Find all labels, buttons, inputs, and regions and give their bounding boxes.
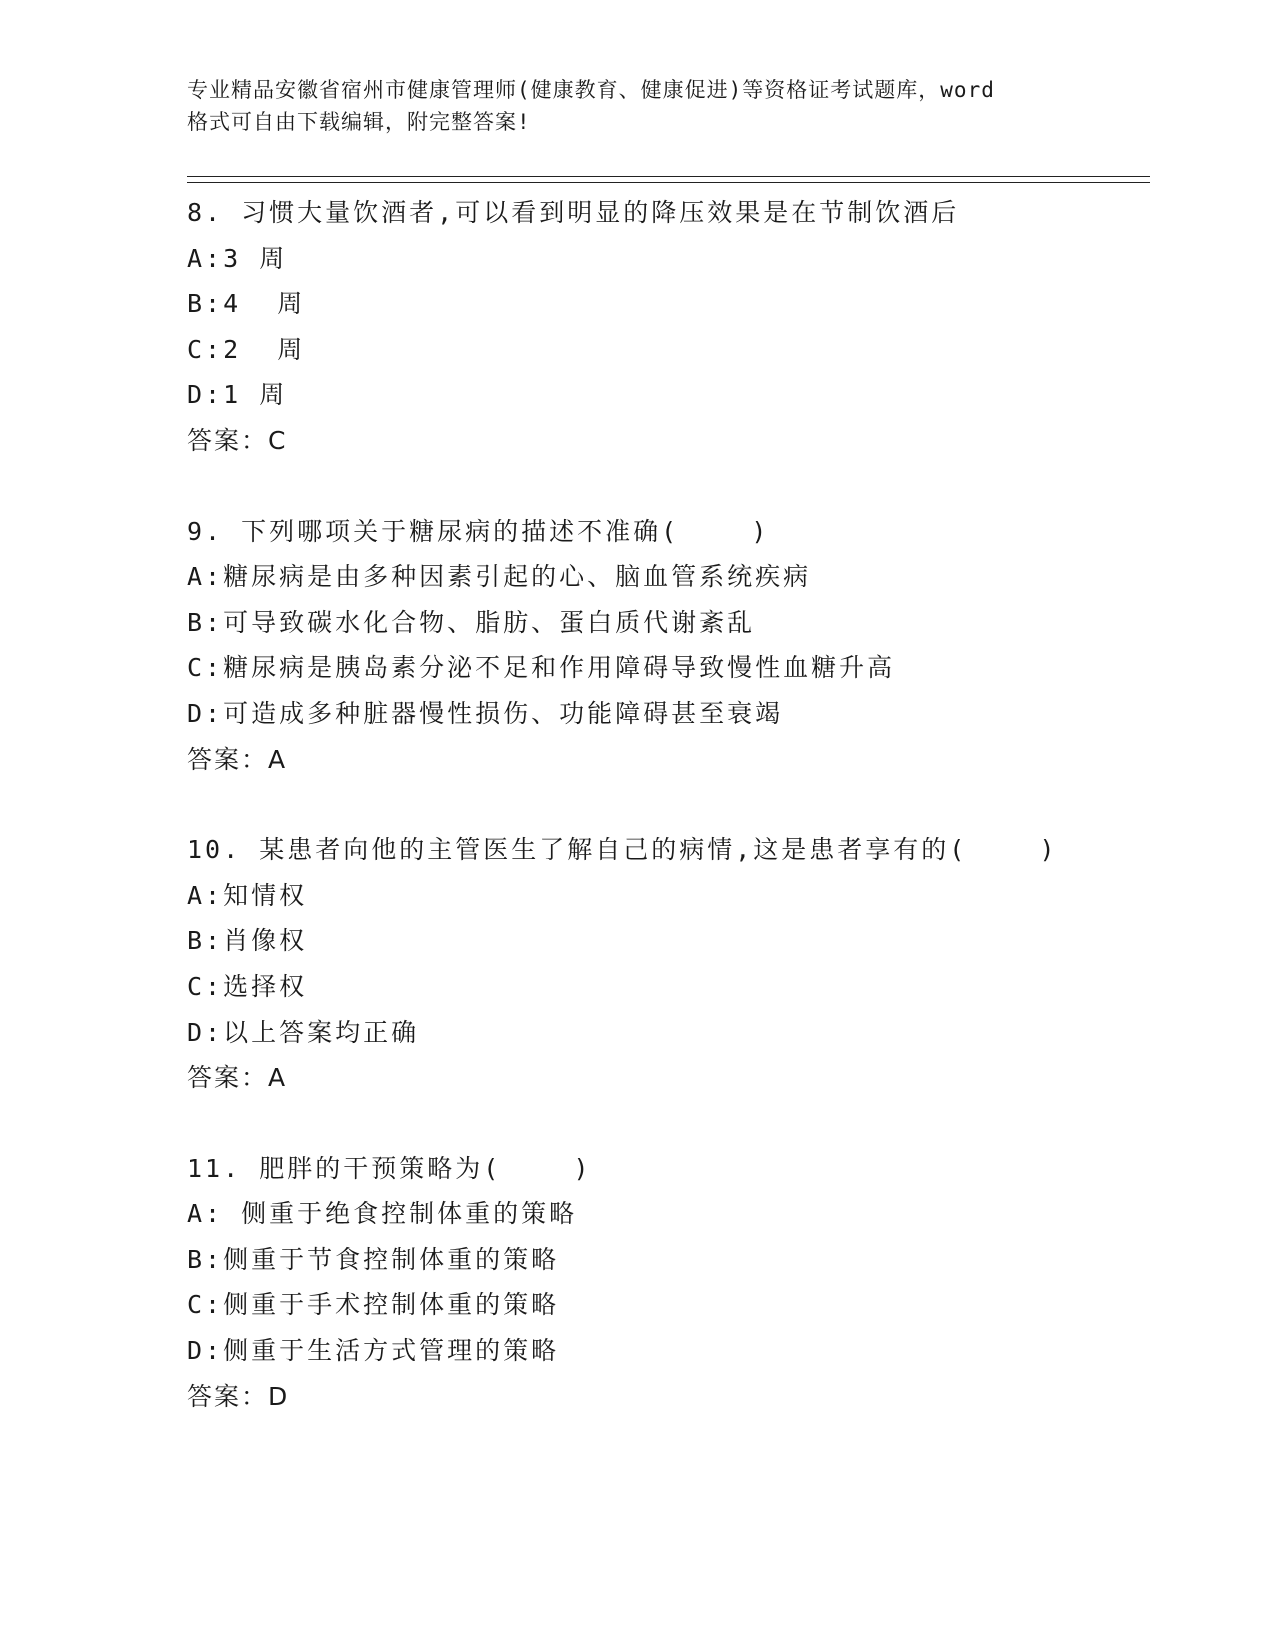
option-c bbox=[187, 327, 1150, 373]
answer-value: A bbox=[268, 744, 288, 774]
header-line-1: 专业精品安徽省宿州市健康管理师(健康教育、健康促进)等资格证考试题库，word bbox=[187, 78, 995, 102]
question-item bbox=[187, 190, 1150, 464]
question-text: 下列哪项关于糖尿病的描述不准确( ) bbox=[241, 516, 770, 546]
option-b bbox=[187, 600, 1150, 646]
answer-value: D bbox=[268, 1381, 290, 1411]
answer-label: 答案： bbox=[187, 1381, 269, 1411]
option-key: D: bbox=[187, 1336, 224, 1366]
option-key: D: bbox=[187, 1017, 224, 1047]
option-text: 肖像权 bbox=[223, 926, 308, 956]
option-a bbox=[187, 236, 1150, 282]
option-text: 侧重于生活方式管理的策略 bbox=[223, 1336, 560, 1366]
option-text: 2 周 bbox=[223, 334, 306, 364]
option-key: C: bbox=[187, 971, 224, 1001]
option-key: A: bbox=[187, 243, 224, 273]
header-divider-bottom bbox=[187, 182, 1150, 183]
option-b bbox=[187, 1237, 1150, 1283]
option-key: C: bbox=[187, 653, 224, 683]
option-key: B: bbox=[187, 289, 224, 319]
question-list bbox=[187, 190, 1150, 1464]
option-text: 糖尿病是胰岛素分泌不足和作用障碍导致慢性血糖升高 bbox=[223, 653, 896, 683]
option-key: B: bbox=[187, 607, 224, 637]
option-text: 3 周 bbox=[223, 243, 288, 273]
question-number: 8. bbox=[187, 198, 224, 227]
option-text: 侧重于手术控制体重的策略 bbox=[223, 1290, 560, 1320]
question-stem bbox=[187, 190, 1150, 236]
answer-line bbox=[187, 1055, 1150, 1101]
answer-value: A bbox=[268, 1063, 288, 1093]
answer-value: C bbox=[268, 425, 288, 455]
answer-line bbox=[187, 737, 1150, 783]
question-text: 习惯大量饮酒者,可以看到明显的降压效果是在节制饮酒后 bbox=[241, 198, 960, 227]
question-stem bbox=[187, 1146, 1150, 1192]
option-b bbox=[187, 918, 1150, 964]
option-key: A: bbox=[187, 880, 224, 910]
answer-line bbox=[187, 1374, 1150, 1420]
option-text: 可造成多种脏器慢性损伤、功能障碍甚至衰竭 bbox=[223, 698, 784, 728]
option-text: 侧重于绝食控制体重的策略 bbox=[223, 1199, 578, 1229]
answer-line bbox=[187, 418, 1150, 464]
option-key: C: bbox=[187, 1290, 224, 1320]
option-a bbox=[187, 1191, 1150, 1237]
question-item bbox=[187, 509, 1150, 783]
option-c bbox=[187, 1282, 1150, 1328]
header-divider-top bbox=[187, 176, 1150, 177]
option-key: A: bbox=[187, 1199, 224, 1229]
option-text: 知情权 bbox=[223, 880, 308, 910]
option-d bbox=[187, 691, 1150, 737]
option-b bbox=[187, 281, 1150, 327]
option-key: D: bbox=[187, 698, 224, 728]
option-key: B: bbox=[187, 1244, 224, 1274]
option-text: 选择权 bbox=[223, 971, 308, 1001]
option-text: 糖尿病是由多种因素引起的心、脑血管系统疾病 bbox=[223, 562, 812, 592]
option-text: 可导致碳水化合物、脂肪、蛋白质代谢紊乱 bbox=[223, 607, 756, 637]
option-a bbox=[187, 554, 1150, 600]
answer-label: 答案： bbox=[187, 1063, 269, 1093]
option-d bbox=[187, 1328, 1150, 1374]
question-number: 9. bbox=[187, 516, 224, 546]
question-item bbox=[187, 827, 1150, 1101]
question-stem bbox=[187, 827, 1150, 873]
question-text: 某患者向他的主管医生了解自己的病情,这是患者享有的( ) bbox=[259, 835, 1058, 865]
option-text: 侧重于节食控制体重的策略 bbox=[223, 1244, 560, 1274]
option-text: 以上答案均正确 bbox=[223, 1017, 420, 1047]
question-number: 11. bbox=[187, 1153, 242, 1183]
option-d bbox=[187, 1010, 1150, 1056]
option-c bbox=[187, 964, 1150, 1010]
header-line-2: 格式可自由下载编辑，附完整答案! bbox=[187, 110, 531, 134]
option-key: C: bbox=[187, 334, 224, 364]
option-text: 1 周 bbox=[223, 380, 288, 410]
option-key: D: bbox=[187, 380, 224, 410]
question-text: 肥胖的干预策略为( ) bbox=[259, 1153, 592, 1183]
option-d bbox=[187, 372, 1150, 418]
answer-label: 答案： bbox=[187, 425, 269, 455]
option-c bbox=[187, 645, 1150, 691]
document-header bbox=[187, 74, 1087, 138]
question-item bbox=[187, 1146, 1150, 1420]
question-number: 10. bbox=[187, 835, 242, 865]
option-text: 4 周 bbox=[223, 289, 306, 319]
question-stem bbox=[187, 509, 1150, 555]
answer-label: 答案： bbox=[187, 744, 269, 774]
option-key: A: bbox=[187, 562, 224, 592]
option-key: B: bbox=[187, 926, 224, 956]
option-a bbox=[187, 873, 1150, 919]
